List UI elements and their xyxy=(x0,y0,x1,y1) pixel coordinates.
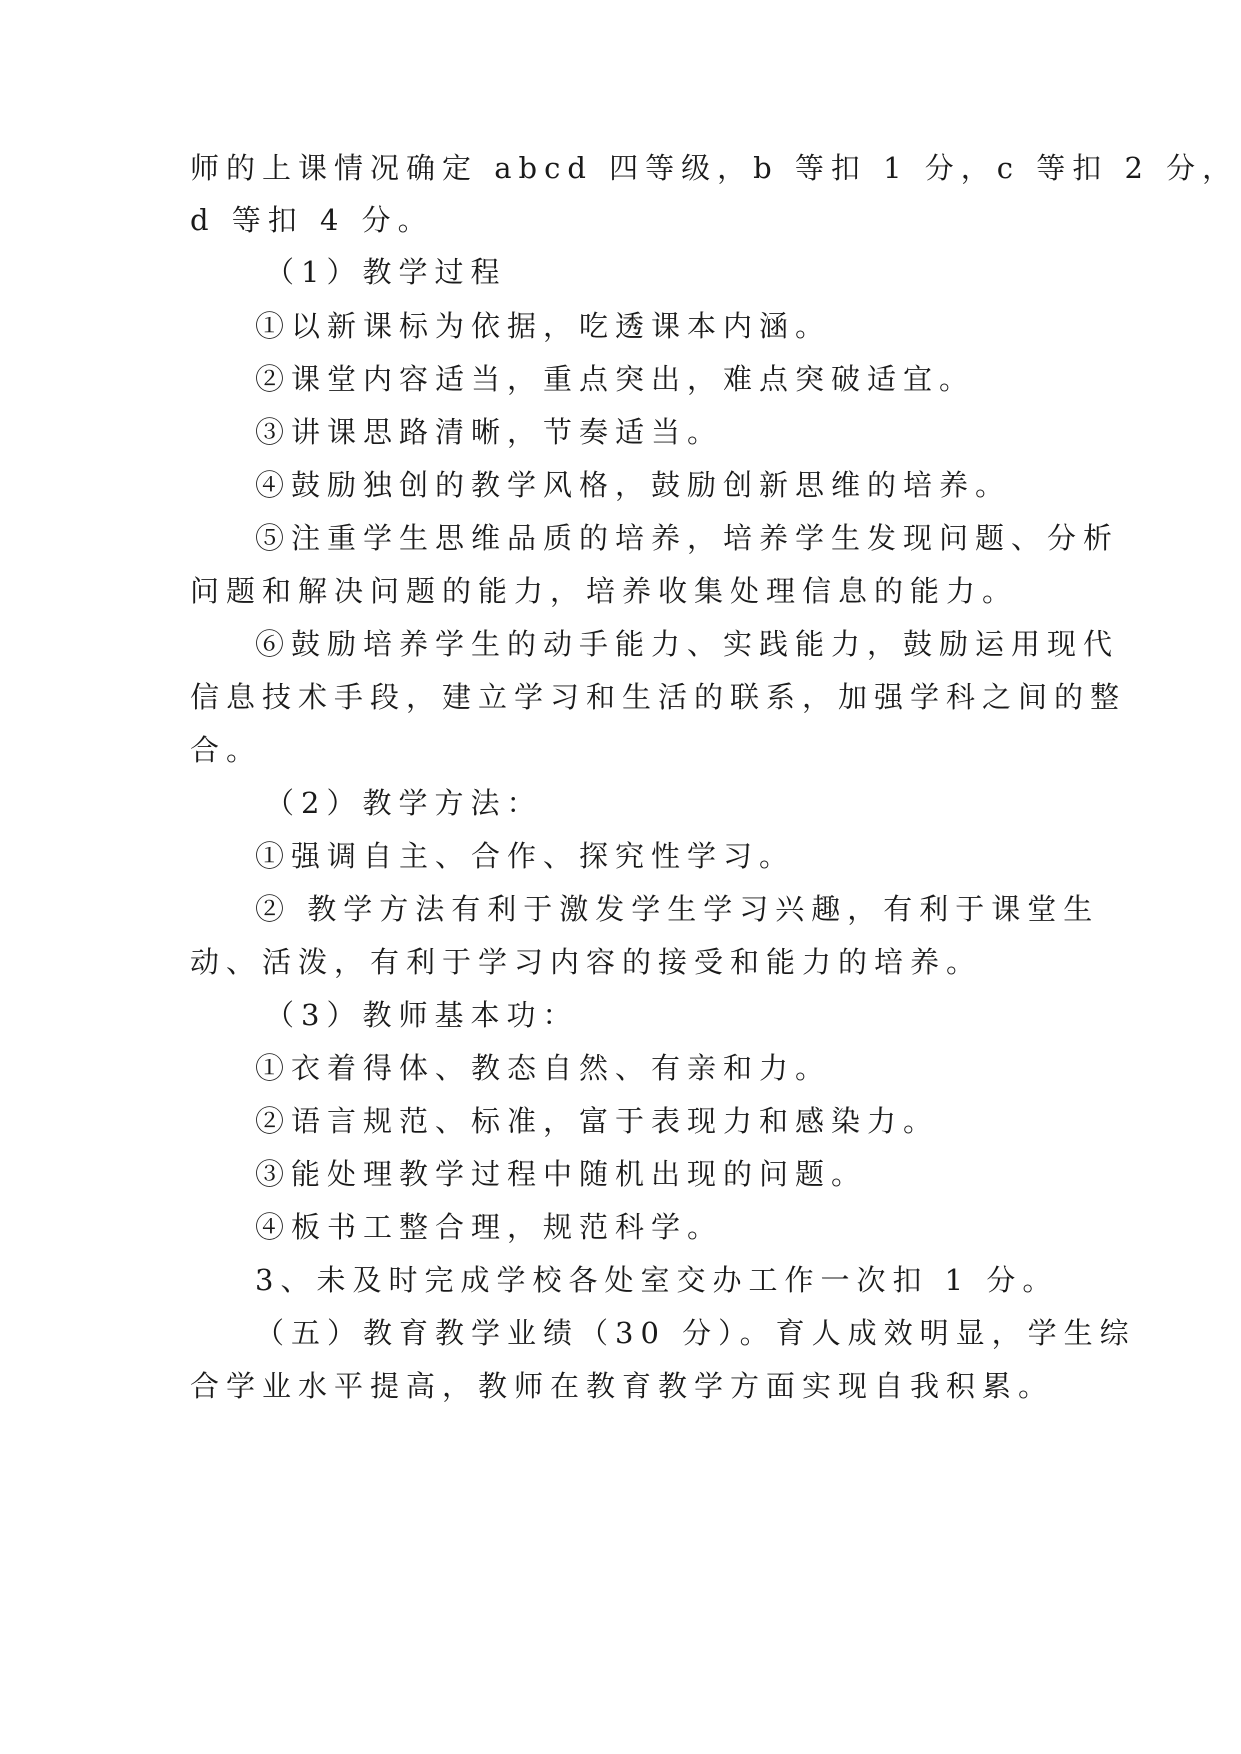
section-heading-teaching-process: （1）教学过程 xyxy=(265,255,507,289)
text-line-18: ①衣着得体、教态自然、有亲和力。 xyxy=(255,1051,832,1085)
text-line-23: （五）教育教学业绩（30 分）。育人成效明显，学生综 xyxy=(255,1316,1136,1350)
text-line-9: 问题和解决问题的能力，培养收集处理信息的能力。 xyxy=(190,574,1019,608)
text-line-5: ②课堂内容适当，重点突出，难点突破适宜。 xyxy=(255,362,976,396)
text-line-14: ①强调自主、合作、探究性学习。 xyxy=(255,839,796,873)
text-line-7: ④鼓励独创的教学风格，鼓励创新思维的培养。 xyxy=(255,468,1012,502)
text-line-12: 合。 xyxy=(190,733,263,767)
text-line-1: 师的上课情况确定 abcd 四等级，b 等扣 1 分，c 等扣 2 分， xyxy=(190,151,1239,185)
text-line-19: ②语言规范、标准，富于表现力和感染力。 xyxy=(255,1104,940,1138)
section-heading-teacher-skills: （3）教师基本功： xyxy=(265,998,579,1032)
text-line-16: 动、活泼，有利于学习内容的接受和能力的培养。 xyxy=(190,945,983,979)
text-line-15: ② 教学方法有利于激发学生学习兴趣，有利于课堂生 xyxy=(255,892,1100,926)
text-line-10: ⑥鼓励培养学生的动手能力、实践能力，鼓励运用现代 xyxy=(255,627,1120,661)
text-line-20: ③能处理教学过程中随机出现的问题。 xyxy=(255,1157,868,1191)
section-heading-teaching-methods: （2）教学方法： xyxy=(265,786,543,820)
text-line-8: ⑤注重学生思维品质的培养，培养学生发现问题、分析 xyxy=(255,521,1120,555)
text-line-11: 信息技术手段，建立学习和生活的联系，加强学科之间的整 xyxy=(190,680,1127,714)
text-line-24: 合学业水平提高，教师在教育教学方面实现自我积累。 xyxy=(190,1369,1055,1403)
text-line-6: ③讲课思路清晰，节奏适当。 xyxy=(255,415,724,449)
text-line-2: d 等扣 4 分。 xyxy=(190,203,434,237)
text-line-22: 3、未及时完成学校各处室交办工作一次扣 1 分。 xyxy=(255,1263,1059,1297)
text-line-4: ①以新课标为依据，吃透课本内涵。 xyxy=(255,309,832,343)
text-line-21: ④板书工整合理，规范科学。 xyxy=(255,1210,724,1244)
